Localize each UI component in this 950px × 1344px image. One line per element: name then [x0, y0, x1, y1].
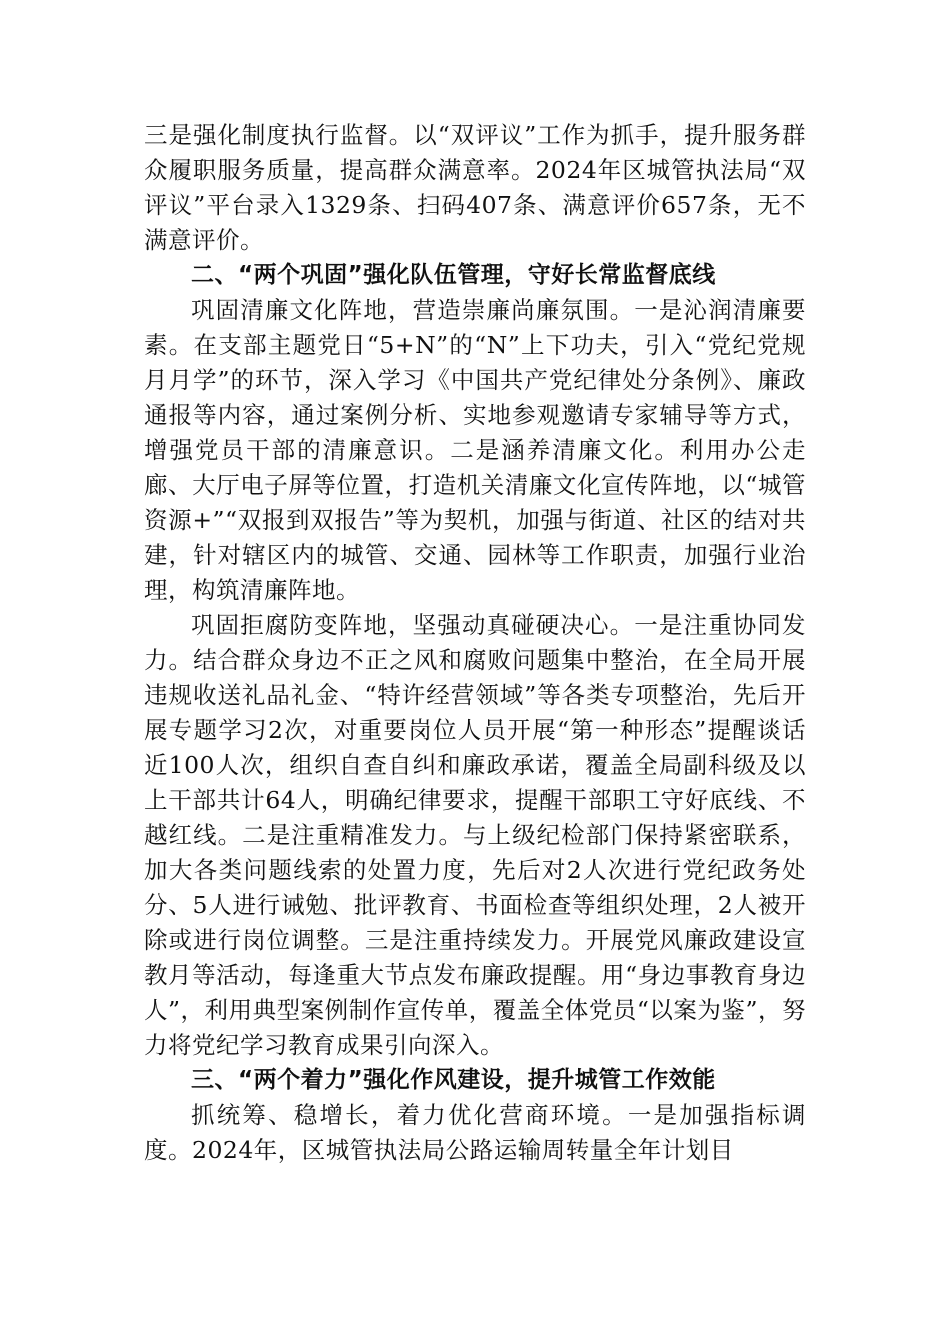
document-page	[144, 118, 806, 1168]
section-heading-two: 二、“两个巩固”强化队伍管理，守好长常监督底线	[191, 262, 716, 288]
paragraph-supervision: 三是强化制度执行监督。以“双评议”工作为抓手，提升服务群众履职服务质量，提高群众满意率。2024年区城管执法局“双评议”平台录入1329条、扫码407条、满意评价657条，无不满意评价。	[144, 121, 806, 254]
section-heading-three: 三、“两个着力”强化作风建设，提升城管工作效能	[191, 1067, 716, 1093]
paragraph-anti-corruption: 巩固拒腐防变阵地，坚强动真碰硬决心。一是注重协同发力。结合群众身边不正之风和腐败问题集中整治，在全局开展违规收送礼品礼金、“特许经营领域”等各类专项整治，先后开展专题学习2次，对重要岗位人员开展“第一种形态”提醒谈话近100人次，组织自查自纠和廉政承诺，覆盖全局副科级及以上干部共计64人，明确纪律要求，提醒干部职工守好底线、不越红线。二是注重精准发力。与上级纪检部门保持紧密联系，加大各类问题线索的处置力度，先后对2人次进行党纪政务处分、5人进行诫勉、批评教育、书面检查等组织处理，2人被开除或进行岗位调整。三是注重持续发力。开展党风廉政建设宣教月等活动，每逢重大节点发布廉政提醒。用“身边事教育身边人”，利用典型案例制作宣传单，覆盖全体党员“以案为鉴”，努力将党纪学习教育成果引向深入。	[144, 611, 806, 1059]
paragraph-business-environment: 抓统筹、稳增长，着力优化营商环境。一是加强指标调度。2024年，区城管执法局公路运输周转量全年计划目	[144, 1101, 806, 1164]
paragraph-clean-culture: 巩固清廉文化阵地，营造崇廉尚廉氛围。一是沁润清廉要素。在支部主题党日“5+N”的“N”上下功夫，引入“党纪党规月月学”的环节，深入学习《中国共产党纪律处分条例》、廉政通报等内容，通过案例分析、实地参观邀请专家辅导等方式，增强党员干部的清廉意识。二是涵养清廉文化。利用办公走廊、大厅电子屏等位置，打造机关清廉文化宣传阵地，以“城管资源+”“双报到双报告”等为契机，加强与街道、社区的结对共建，针对辖区内的城管、交通、园林等工作职责，加强行业治理，构筑清廉阵地。	[144, 296, 806, 604]
